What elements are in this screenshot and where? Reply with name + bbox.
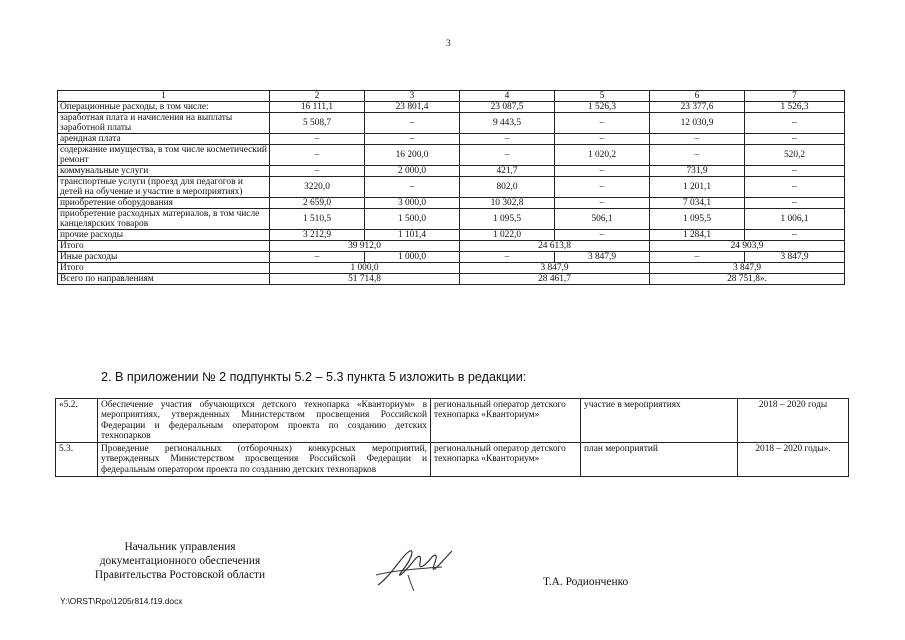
- row-label: заработная плата и начисления на выплаты заработной платы: [58, 113, 270, 134]
- item-number: «5.2.: [56, 399, 98, 443]
- signature-title-line3: Правительства Ростовской области: [94, 569, 266, 581]
- row-value: –: [460, 134, 555, 145]
- other-expenses-value: 3 847,9: [745, 252, 845, 263]
- signature-title-line1: Начальник управления: [124, 541, 236, 553]
- row-value: 421,7: [460, 166, 555, 177]
- budget-row: [58, 134, 845, 145]
- row-label: коммунальные услуги: [58, 166, 270, 177]
- row-value: 9 443,5: [460, 113, 555, 134]
- row-label: арендная плата: [58, 134, 270, 145]
- row-label: транспортные услуги (проезд для педагогов и детей на обучение и участие в мероприятиях): [58, 177, 270, 198]
- other-expenses-row: [58, 252, 845, 263]
- budget-row: [58, 209, 845, 230]
- row-value: 3 212,9: [270, 230, 365, 241]
- row-label: содержание имущества, в том числе косметический ремонт: [58, 145, 270, 166]
- row-value: 1 500,0: [365, 209, 460, 230]
- other-expenses-value: –: [270, 252, 365, 263]
- row-value: 1 510,5: [270, 209, 365, 230]
- signature-title-line2: документационного обеспечения: [99, 555, 261, 567]
- row-value: 1 284,1: [650, 230, 745, 241]
- section-heading: 2. В приложении № 2 подпункты 5.2 – 5.3 пункта 5 изложить в редакции:: [101, 370, 527, 384]
- row-value: 802,0: [460, 177, 555, 198]
- grand-total-row-label: Всего по направлениям: [58, 274, 270, 285]
- column-number-1: 1: [58, 91, 270, 102]
- row-value: 520,2: [745, 145, 845, 166]
- row-value: –: [270, 134, 365, 145]
- grand-total-row-value: 28 461,7: [460, 274, 650, 285]
- grand-total-row-value: 28 751,8».: [650, 274, 845, 285]
- row-value: –: [745, 166, 845, 177]
- total-row-label: Итого: [58, 241, 270, 252]
- row-value: 1 022,0: [460, 230, 555, 241]
- item-description: Проведение региональных (отборочных) конкурсных мероприятий, утвержденных Министерством просвещения Российской Федерации и федеральным оператором проекта по созданию детских технопарков: [98, 443, 431, 477]
- row-value: –: [745, 113, 845, 134]
- other-expenses-value: –: [650, 252, 745, 263]
- row-value: 7 034,1: [650, 198, 745, 209]
- column-number-3: 3: [365, 91, 460, 102]
- row-value: 1 201,1: [650, 177, 745, 198]
- row-value: 10 302,8: [460, 198, 555, 209]
- row-value: 2 659,0: [270, 198, 365, 209]
- total-row-value: 24 613,8: [460, 241, 650, 252]
- total-row: [58, 241, 845, 252]
- row-value: –: [365, 177, 460, 198]
- row-value: –: [555, 230, 650, 241]
- total-row-2-value: 3 847,9: [650, 263, 845, 274]
- row-value: 1 020,2: [555, 145, 650, 166]
- budget-table: [57, 90, 845, 285]
- column-number-6: 6: [650, 91, 745, 102]
- item-operator: региональный оператор детского технопарка «Кванториум»: [431, 399, 581, 443]
- row-value: –: [555, 134, 650, 145]
- budget-row: [58, 113, 845, 134]
- row-value: –: [365, 113, 460, 134]
- row-label: прочие расходы: [58, 230, 270, 241]
- budget-row: [58, 230, 845, 241]
- row-value: –: [745, 134, 845, 145]
- grand-total-row-value: 51 714,8: [270, 274, 460, 285]
- row-value: 23 801,4: [365, 102, 460, 113]
- item-result: участие в мероприятиях: [581, 399, 738, 443]
- budget-row: [58, 198, 845, 209]
- total-row-value: 24 903,9: [650, 241, 845, 252]
- budget-row: [58, 102, 845, 113]
- item-period: 2018 – 2020 годы: [738, 399, 849, 443]
- row-value: 16 200,0: [365, 145, 460, 166]
- column-number-7: 7: [745, 91, 845, 102]
- row-label: приобретение расходных материалов, в том числе канцелярских товаров: [58, 209, 270, 230]
- row-value: 1 526,3: [555, 102, 650, 113]
- appendix-row: [56, 443, 849, 477]
- column-number-5: 5: [555, 91, 650, 102]
- appendix-row: [56, 399, 849, 443]
- row-value: 1 095,5: [460, 209, 555, 230]
- other-expenses-label: Иные расходы: [58, 252, 270, 263]
- row-value: –: [745, 230, 845, 241]
- budget-row: [58, 166, 845, 177]
- grand-total-row: [58, 274, 845, 285]
- row-value: 23 377,6: [650, 102, 745, 113]
- other-expenses-value: 3 847,9: [555, 252, 650, 263]
- item-operator: региональный оператор детского технопарка «Кванториум»: [431, 443, 581, 477]
- row-value: –: [650, 145, 745, 166]
- item-period: 2018 – 2020 годы».: [738, 443, 849, 477]
- total-row-value: 39 912,0: [270, 241, 460, 252]
- appendix-table: [55, 398, 849, 477]
- row-value: 1 526,3: [745, 102, 845, 113]
- row-value: –: [650, 134, 745, 145]
- row-value: 1 095,5: [650, 209, 745, 230]
- row-value: 506,1: [555, 209, 650, 230]
- row-value: –: [555, 198, 650, 209]
- column-number-2: 2: [270, 91, 365, 102]
- row-value: 731,9: [650, 166, 745, 177]
- row-value: –: [365, 134, 460, 145]
- item-description: Обеспечение участия обучающихся детского технопарка «Кванториум» в мероприятиях, утвержденных Министерством просвещения Российской Федерации и федеральным оператором проекта по созданию детских технопарков: [98, 399, 431, 443]
- item-number: 5.3.: [56, 443, 98, 477]
- page-number: 3: [446, 38, 451, 48]
- signature-title: [60, 540, 300, 582]
- other-expenses-value: 1 000,0: [365, 252, 460, 263]
- handwritten-signature: [372, 545, 462, 593]
- budget-row: [58, 177, 845, 198]
- row-value: –: [555, 166, 650, 177]
- row-value: –: [555, 177, 650, 198]
- row-value: 23 087,5: [460, 102, 555, 113]
- column-number-4: 4: [460, 91, 555, 102]
- row-value: 12 030,9: [650, 113, 745, 134]
- row-value: 3220,0: [270, 177, 365, 198]
- budget-header-row: [58, 91, 845, 102]
- row-value: –: [270, 166, 365, 177]
- total-row-2: [58, 263, 845, 274]
- budget-row: [58, 145, 845, 166]
- row-value: 3 000,0: [365, 198, 460, 209]
- signatory-name: Т.А. Родионченко: [543, 576, 629, 588]
- row-value: –: [745, 177, 845, 198]
- total-row-2-value: 3 847,9: [460, 263, 650, 274]
- row-value: –: [745, 198, 845, 209]
- row-value: –: [555, 113, 650, 134]
- row-label: Операционные расходы, в том числе:: [58, 102, 270, 113]
- row-value: –: [460, 145, 555, 166]
- other-expenses-value: –: [460, 252, 555, 263]
- row-value: –: [270, 145, 365, 166]
- row-value: 1 101,4: [365, 230, 460, 241]
- row-label: приобретение оборудования: [58, 198, 270, 209]
- total-row-2-label: Итого: [58, 263, 270, 274]
- row-value: 1 006,1: [745, 209, 845, 230]
- row-value: 16 111,1: [270, 102, 365, 113]
- item-result: план мероприятий: [581, 443, 738, 477]
- row-value: 2 000,0: [365, 166, 460, 177]
- row-value: 5 508,7: [270, 113, 365, 134]
- total-row-2-value: 1 000,0: [270, 263, 460, 274]
- document-path: Y:\ORST\Rpo\1205r814.f19.docx: [60, 596, 183, 606]
